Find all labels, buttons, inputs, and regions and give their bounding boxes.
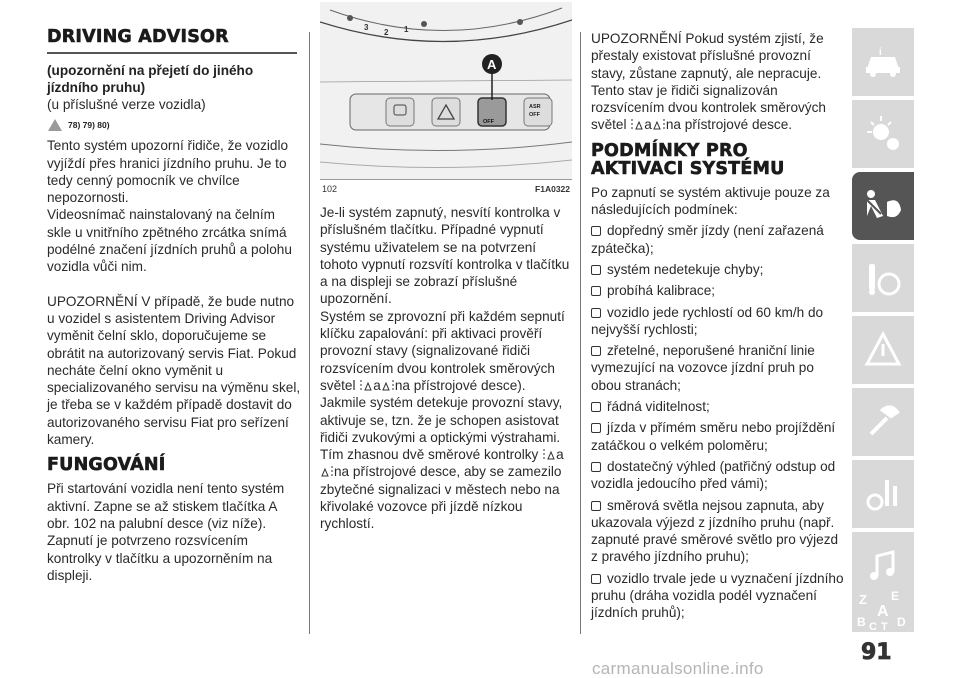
index-icon: [855, 588, 911, 632]
tab-index[interactable]: [852, 588, 914, 632]
car-info-icon: [863, 45, 903, 79]
section-subtitle: (upozornění na přejetí do jiného jízdního pruhu): [47, 63, 254, 95]
paragraph: UPOZORNĚNÍ V případě, že bude nutno u vozidel s asistentem Driving Advisor vyměnit čelní sklo, doporučujeme se obrátit na autorizovaný servis Fiat. Pokud necháte čelní okno vyměnit u specializovaného servisu na výměnu skel, je třeba se v každém případě dostavit do autorizovaného servisu Fiat pro seřízení kamery.: [47, 293, 301, 448]
svg-text:3: 3: [364, 23, 369, 32]
seatbelt-airbag-icon: [861, 186, 905, 226]
list-item: jízda v přímém směru nebo projíždění zatáčkou o velkém poloměru;: [591, 420, 836, 453]
paragraph: UPOZORNĚNÍ Pokud systém zjistí, že přestaly existovat příslušné provozní stavy, zůstane zapnutý, ale nepracuje. Tento stav je řidiči signalizován rozsvícením dvou kontrolek směrových světel a na přístrojové desce.: [591, 31, 826, 133]
svg-text:OFF: OFF: [529, 112, 540, 118]
checkbox-bullet-icon: [591, 265, 601, 275]
figure-caption: 102 F1A0322: [322, 184, 570, 194]
column-2: [320, 23, 572, 533]
paragraph: Je-li systém zapnutý, nesvítí kontrolka v příslušném tlačítku. Případné vypnutí systému uživatelem se na potvrzení tohoto vypnutí rozsvítí kontrolka v tlačítku a na displeji se zobrazí příslušné upozornění.: [320, 205, 570, 307]
list-item: vozidlo trvale jede u vyznačení jízdního pruhu (dráha vozidla podél vyznačení jízdních pruhů);: [591, 570, 844, 621]
checkbox-bullet-icon: [591, 462, 601, 472]
title-underline: [47, 52, 297, 54]
paragraph: Při startování vozidla není tento systém aktivní. Zapne se až stiskem tlačítka A obr. 102 na palubní desce (viz níže). Zapnutí je potvrzeno rozsvícením kontrolky v tlačítku a upozorněním na displeji.: [47, 481, 285, 583]
technical-data-icon: [863, 474, 903, 514]
section-title: DRIVING ADVISOR: [47, 27, 229, 47]
list-item: probíhá kalibrace;: [591, 282, 846, 299]
multimedia-icon: [863, 546, 903, 586]
checkbox-bullet-icon: [591, 286, 601, 296]
tab-starting-driving[interactable]: [852, 244, 914, 312]
lane-left-warning-icon: [542, 448, 556, 462]
lane-right-warning-icon: [381, 379, 395, 393]
svg-text:A: A: [877, 603, 889, 620]
svg-text:Z: Z: [859, 592, 867, 607]
checkbox-bullet-icon: [591, 402, 601, 412]
paragraph: Po zapnutí se systém aktivuje pouze za následujících podmínek:: [591, 184, 830, 218]
maintenance-icon: [863, 402, 903, 442]
list-item: systém nedetekuje chyby;: [591, 261, 846, 278]
column-3: [591, 30, 846, 622]
svg-text:1: 1: [404, 25, 409, 34]
svg-text:C: C: [869, 621, 877, 632]
list-item: směrová světla nejsou zapnuta, aby ukazovala výjezd z jízdního pruhu (např. zapnuté pravé směrové světlo pro výjezd z pravého jízdního pruhu);: [591, 497, 839, 565]
svg-text:T: T: [881, 621, 888, 632]
svg-text:A: A: [487, 57, 497, 72]
watermark: carmanualsonline.info: [592, 659, 764, 678]
warning-references: 78) 79) 80): [48, 119, 302, 131]
chapter-sidebar: [852, 28, 914, 632]
svg-text:E: E: [891, 589, 900, 603]
list-item: řádná viditelnost;: [591, 398, 846, 415]
page-number: 91: [861, 640, 892, 665]
section-heading: PODMÍNKY PRO AKTIVACI SYSTÉMU: [591, 140, 785, 179]
column-divider-right: [580, 32, 581, 634]
svg-text:B: B: [857, 615, 866, 629]
tab-car-info[interactable]: [852, 28, 914, 96]
conditions-list: [591, 222, 846, 621]
checkbox-bullet-icon: [591, 308, 601, 318]
warning-triangle-icon: [48, 119, 62, 131]
paragraph: Videosnímač nainstalovaný na čelním skle u vnitřního zpětného zrcátka snímá podélné značení jízdních pruhů a polohu vozidla vůči nim.: [47, 207, 292, 275]
lane-left-warning-icon: [359, 379, 373, 393]
version-note: (u příslušné verze vozidla): [47, 97, 206, 112]
svg-text:ASR: ASR: [529, 104, 541, 110]
lane-left-warning-icon: [630, 118, 644, 132]
list-item: zřetelné, neporušené hraniční linie vymezující na vozovce jízdní pruh po obou stranách;: [591, 343, 815, 393]
list-item: dostatečný výhled (patřičný odstup od vozidla jedoucího před vámi);: [591, 458, 836, 492]
dashboard-illustration: [320, 2, 572, 180]
checkbox-bullet-icon: [591, 346, 601, 356]
lane-right-warning-icon: [652, 118, 666, 132]
tab-emergency[interactable]: [852, 316, 914, 384]
tab-technical-data[interactable]: [852, 460, 914, 528]
list-item: vozidlo jede rychlostí od 60 km/h do nejvyšší rychlosti;: [591, 304, 824, 337]
lane-right-warning-icon: [320, 465, 334, 479]
svg-text:i: i: [879, 47, 882, 58]
paragraph: Systém se zprovozní při každém sepnutí klíčku zapalování: při aktivaci prověří provozní stavy (signalizované řidiči rozsvícením dvou kontrolek směrových světel a na přístrojové desce).: [320, 308, 565, 393]
tab-warning-lights[interactable]: [852, 100, 914, 168]
checkbox-bullet-icon: [591, 501, 601, 511]
tab-maintenance[interactable]: [852, 388, 914, 456]
section-heading: FUNGOVÁNÍ: [47, 455, 166, 476]
paragraph: Tento systém upozorní řidiče, že vozidlo vyjíždí přes hranici jízdního pruhu. Je to tedy cenný pomocník ve chvílce nepozornosti.: [47, 138, 289, 206]
dashboard-figure: [320, 2, 572, 180]
hazard-button[interactable]: [432, 98, 460, 126]
column-divider-left: [309, 32, 310, 634]
column-1: [47, 28, 302, 584]
list-item: dopředný směr jízdy (není zařazená zpátečka);: [591, 223, 824, 256]
starting-driving-icon: [863, 258, 903, 298]
checkbox-bullet-icon: [591, 226, 601, 236]
svg-text:2: 2: [384, 28, 389, 37]
checkbox-bullet-icon: [591, 574, 601, 584]
svg-text:D: D: [897, 615, 906, 629]
checkbox-bullet-icon: [591, 423, 601, 433]
svg-text:OFF: OFF: [483, 119, 494, 125]
tab-safety[interactable]: [852, 172, 914, 240]
emergency-icon: [863, 330, 903, 370]
lock-button[interactable]: [386, 98, 414, 126]
paragraph: Jakmile systém detekuje provozní stavy, aktivuje se, tzn. že je schopen asistovat řidiči zvukovými a optickými výstrahami. Tím zhasnou dvě směrové kontrolky ana přístrojové desce, aby se zamezilo zbytečné signalizaci v městech nebo na křivolaké vozovce při jízdě nízkou rychlostí.: [320, 395, 564, 532]
warning-lights-icon: [863, 114, 903, 154]
